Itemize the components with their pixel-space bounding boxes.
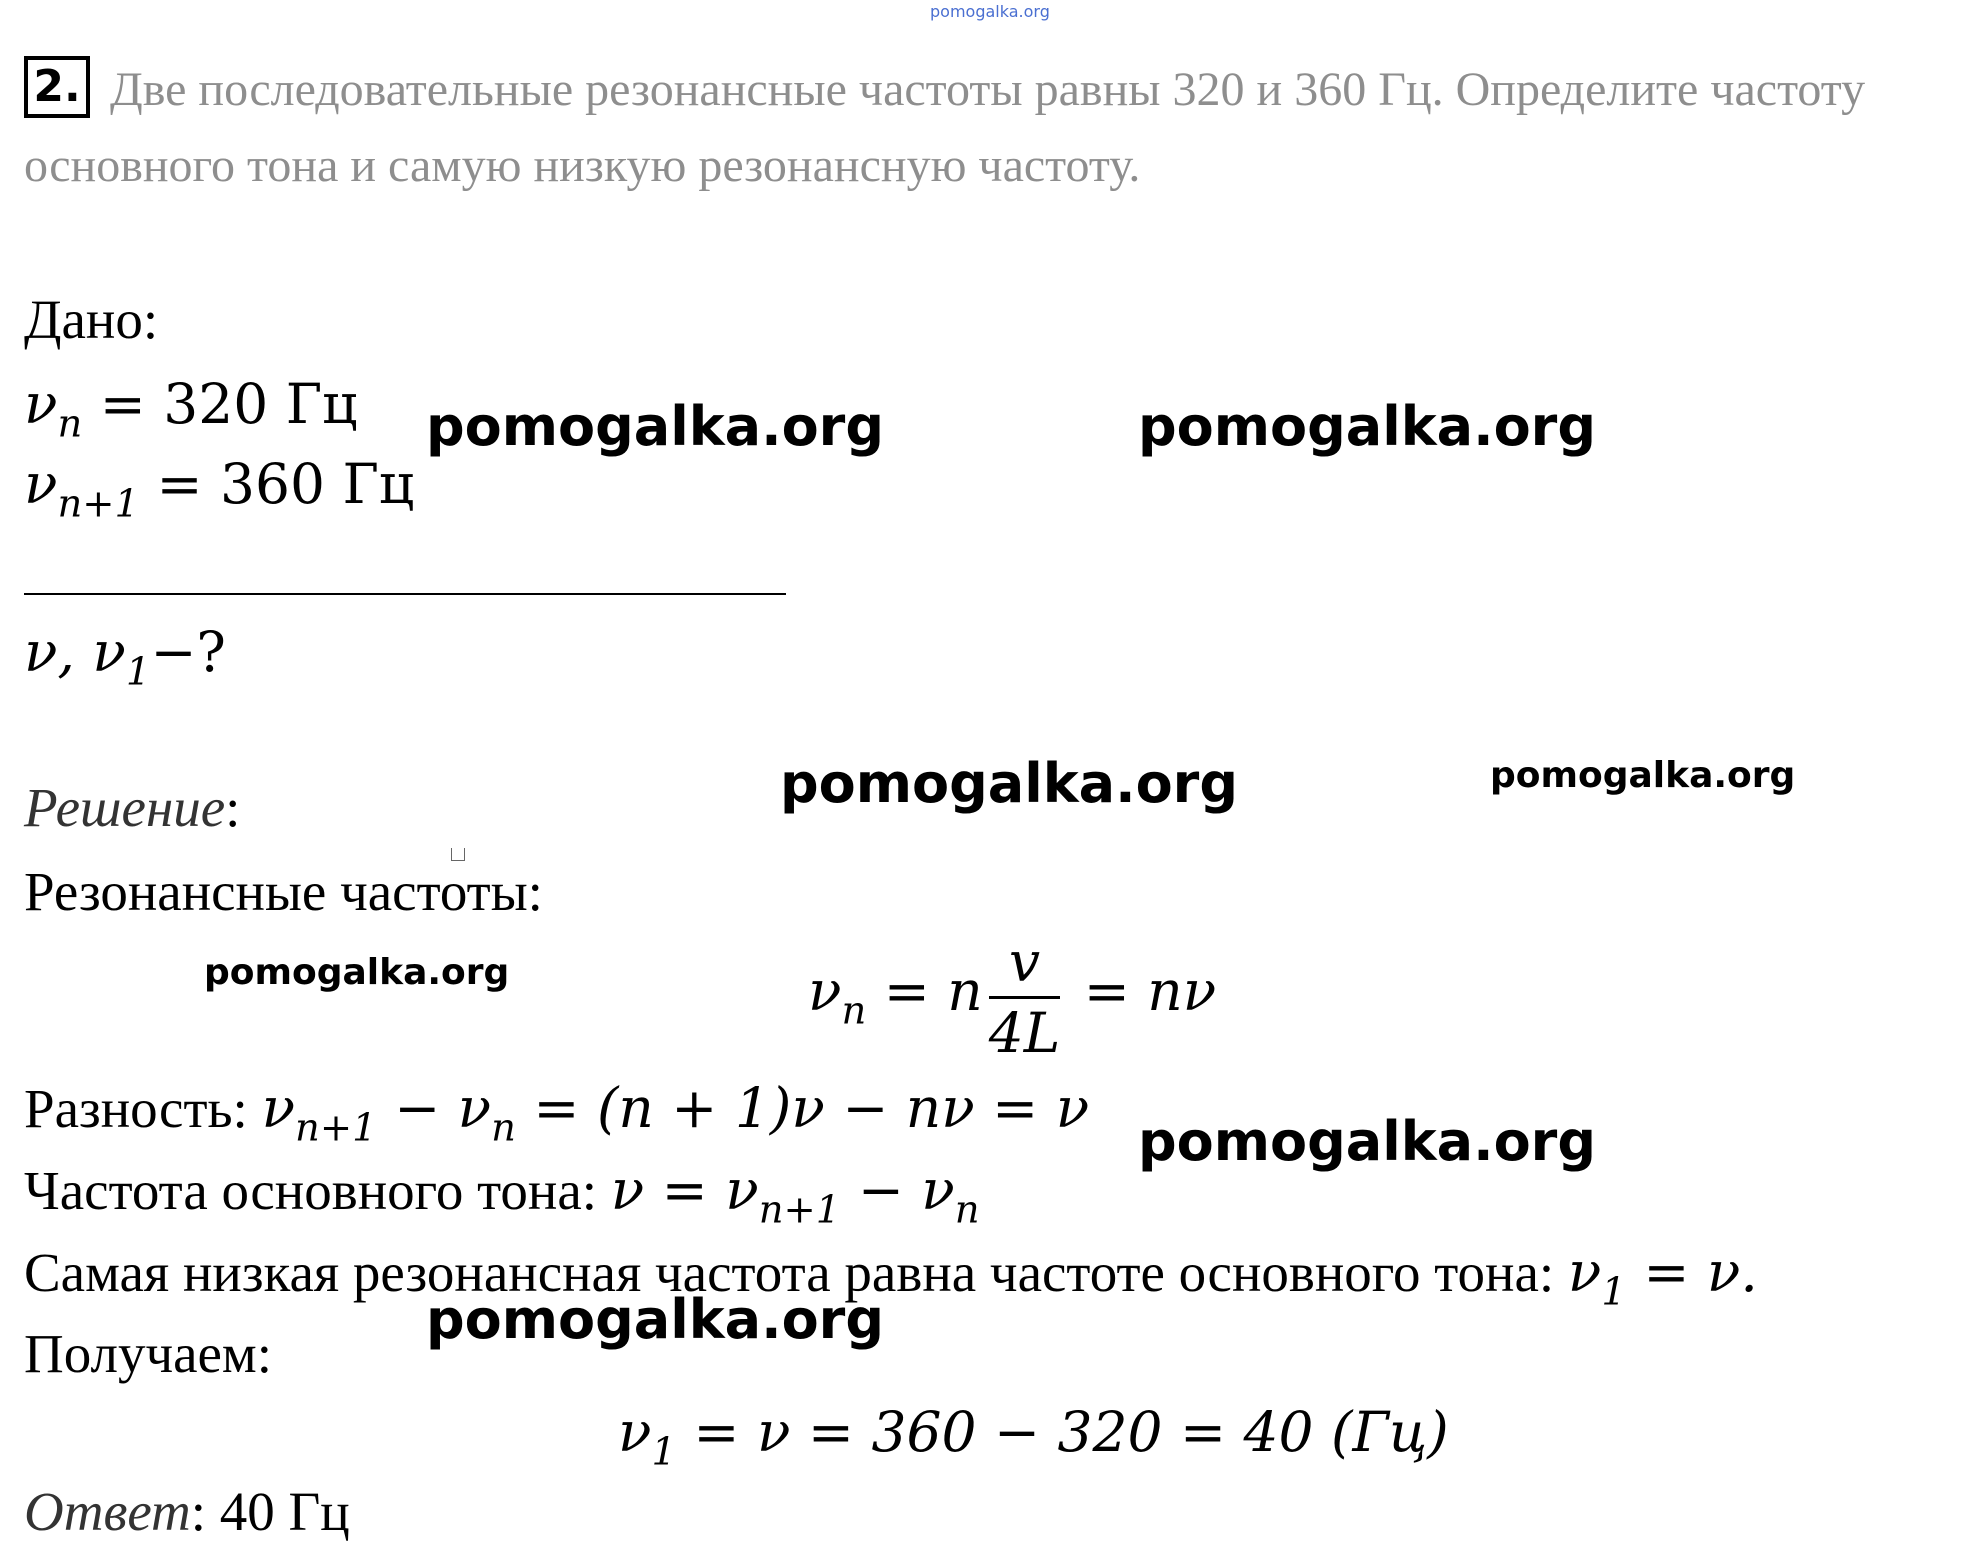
difference-sub2: n bbox=[491, 1105, 516, 1151]
problem-text-line1: Две последовательные резонансные частоты равны 320 и 360 Гц. Определите частоту bbox=[110, 63, 1866, 116]
formula-resonant-mid: = n bbox=[866, 959, 983, 1024]
problem-number: 2. bbox=[24, 56, 90, 118]
find-rest: −? bbox=[150, 620, 226, 684]
difference-line: Разность: $\nu_{n+1} - \nu_n = (n + 1)\nu - n\nu = \nu$ bbox=[24, 1076, 1090, 1151]
given-line-2-rhs: = 360 Гц bbox=[139, 452, 415, 516]
result-symbol: ν bbox=[618, 1400, 652, 1464]
lowest-label: Самая низкая резонансная частота равна частоте основного тона: bbox=[24, 1242, 1568, 1303]
fraction bbox=[989, 928, 1061, 1067]
given-title: Дано: bbox=[24, 289, 159, 350]
problem-text-line2: основного тона и самую низкую резонансную частоту. bbox=[24, 139, 1141, 192]
result-rest: = ν = 360 − 320 = 40 (Гц) bbox=[675, 1400, 1449, 1464]
lowest-symbol: ν bbox=[1567, 1240, 1602, 1304]
result-sub: 1 bbox=[651, 1429, 676, 1475]
lowest-line bbox=[24, 1240, 1758, 1315]
formula-resonant: $\nu_n = n$ $\frac{v}{4L}$ = nν bbox=[808, 930, 1217, 1065]
fundamental-minus: − ν bbox=[840, 1158, 955, 1222]
watermark: pomogalka.org bbox=[1138, 1110, 1596, 1173]
answer-line bbox=[24, 1480, 350, 1543]
given-line-1-sub: n bbox=[57, 401, 83, 447]
answer-label: Ответ bbox=[24, 1481, 191, 1542]
watermark: pomogalka.org bbox=[1138, 395, 1596, 458]
difference-minus: − ν bbox=[376, 1076, 492, 1140]
fundamental-sub2: n bbox=[954, 1187, 980, 1233]
solution-title-line bbox=[24, 776, 240, 839]
difference-rest: = (n + 1)ν − nν = ν bbox=[515, 1076, 1090, 1140]
watermark: pomogalka.org bbox=[426, 395, 884, 458]
watermark: pomogalka.org bbox=[204, 952, 510, 993]
solution-title: Решение bbox=[24, 777, 226, 838]
find-symbol: ν, ν bbox=[24, 620, 126, 684]
difference-label: Разность: bbox=[24, 1078, 262, 1139]
difference-sub1: n+1 bbox=[295, 1105, 377, 1151]
result-formula bbox=[618, 1400, 1449, 1475]
lowest-rest: = ν. bbox=[1625, 1240, 1758, 1304]
lowest-sub: 1 bbox=[1601, 1269, 1626, 1315]
given-line-1: $\nu_n = 320$ Гц bbox=[24, 372, 358, 447]
fundamental-sub1: n+1 bbox=[758, 1187, 841, 1233]
fundamental-label: Частота основного тона: bbox=[24, 1160, 611, 1221]
watermark: pomogalka.org bbox=[780, 752, 1238, 815]
given-line-2: $\nu_{n+1} = 360$ Гц bbox=[24, 452, 415, 527]
find-sub: 1 bbox=[125, 649, 151, 695]
given-divider bbox=[24, 593, 786, 595]
answer-value: : 40 Гц bbox=[190, 1481, 350, 1542]
watermark: pomogalka.org bbox=[426, 1288, 884, 1351]
resonant-label: Резонансные частоты: bbox=[24, 861, 543, 922]
get-label: Получаем: bbox=[24, 1323, 273, 1384]
fundamental-expr: ν = ν bbox=[610, 1158, 759, 1222]
fraction-numerator: v bbox=[989, 928, 1061, 999]
watermark: pomogalka.org bbox=[1490, 755, 1796, 796]
find-line bbox=[24, 620, 226, 695]
solution-colon: : bbox=[225, 777, 241, 838]
given-line-2-sub: n+1 bbox=[57, 481, 139, 527]
formula-resonant-rhs: = nν bbox=[1066, 959, 1217, 1024]
formula-resonant-sub: n bbox=[841, 988, 867, 1034]
watermark-top: pomogalka.org bbox=[930, 2, 1050, 21]
given-line-1-rhs: = 320 Гц bbox=[82, 372, 358, 436]
fundamental-line bbox=[24, 1158, 980, 1233]
fraction-denominator: 4L bbox=[988, 1001, 1061, 1065]
